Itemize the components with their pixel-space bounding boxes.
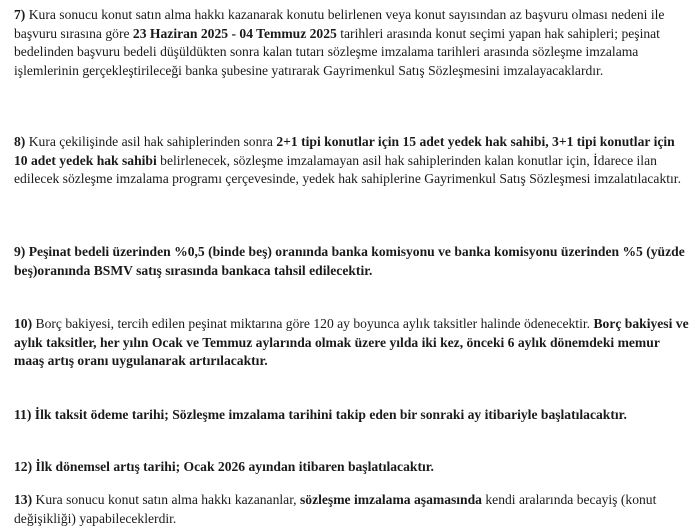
paragraph-text: Kura sonucu konut satın alma hakkı kazanarak konutu belirlenen veya konut sayısından az başvuru olması nedeni ile başvuru sırasına göre (14, 7, 665, 41)
paragraph-text: tarihleri arasında konut seçimi yapan hak sahipleri; peşinat bedelinden başvuru bedeli düşüldükten sonra kalan tutarı sözleşme imzalama tarihleri arasında sözleşme imzalama işlemlerinin gerçekleştirileceği banka şubesine yatırarak Gayrimenkul Satış Sözleşmesini imzalayacaklardır. (14, 25, 660, 78)
paragraph-number: 8) (14, 134, 26, 149)
paragraph-text: Kura çekilişinde asil hak sahiplerinden sonra (25, 134, 277, 149)
paragraph-number: 9) (14, 244, 26, 259)
paragraph-number: 10) (14, 316, 33, 331)
paragraph-text: Kura sonucu konut satın alma hakkı kazananlar, (32, 492, 300, 507)
paragraph-12 (14, 458, 690, 477)
reserve-count-text: 2+1 tipi konutlar için 15 adet yedek hak sahibi, 3+1 tipi konutlar için 10 adet yedek hak sahibi (14, 134, 675, 168)
paragraph-number: 13) (14, 492, 33, 507)
paragraph-text: kendi aralarında becayiş (konut değişikliği) yapabileceklerdir. (14, 492, 657, 526)
paragraph-number: 7) (14, 7, 26, 22)
paragraph-text: Peşinat bedeli üzerinden %0,5 (binde beş) oranında banka komisyonu ve banka komisyonu üzerinden %5 (yüzde beş)oranında BSMV satış sırasında bankaca tahsil edilecektir. (14, 244, 685, 278)
paragraph-8 (14, 133, 690, 189)
paragraph-text: belirlenecek, sözleşme imzalamayan asil hak sahiplerinden kalan konutlar için, İdarece ilan edilecek sözleşme imzalama programı çerçevesinde, yedek hak sahiplerine Gayrimenkul Satış Sözleşmesi imzalatılacaktır. (14, 152, 681, 187)
paragraph-9 (14, 243, 690, 280)
paragraph-text: Borç bakiyesi, tercih edilen peşinat miktarına göre 120 ay boyunca aylık taksitler halinde ödenecektir. (32, 316, 594, 331)
paragraph-number: 11) (14, 407, 32, 422)
signing-stage-text: sözleşme imzalama aşamasında (299, 492, 482, 507)
date-range: 23 Haziran 2025 - 04 Temmuz 2025 (132, 25, 337, 41)
paragraph-text: İlk dönemsel artış tarihi; Ocak 2026 ayından itibaren başlatılacaktır. (32, 459, 434, 474)
paragraph-7 (14, 6, 690, 80)
paragraph-13 (14, 491, 690, 528)
paragraph-11 (14, 406, 690, 425)
paragraph-number: 12) (14, 459, 33, 474)
paragraph-10 (14, 315, 690, 371)
increase-rule-text: Borç bakiyesi ve aylık taksitler, her yılın Ocak ve Temmuz aylarında olmak üzere yılda iki kez, önceki 6 aylık dönemdeki memur maaş artış oranı uygulanarak artırılacaktır. (14, 316, 689, 369)
paragraph-text: İlk taksit ödeme tarihi; Sözleşme imzalama tarihini takip eden bir sonraki ay itibariyle başlatılacaktır. (31, 407, 627, 422)
